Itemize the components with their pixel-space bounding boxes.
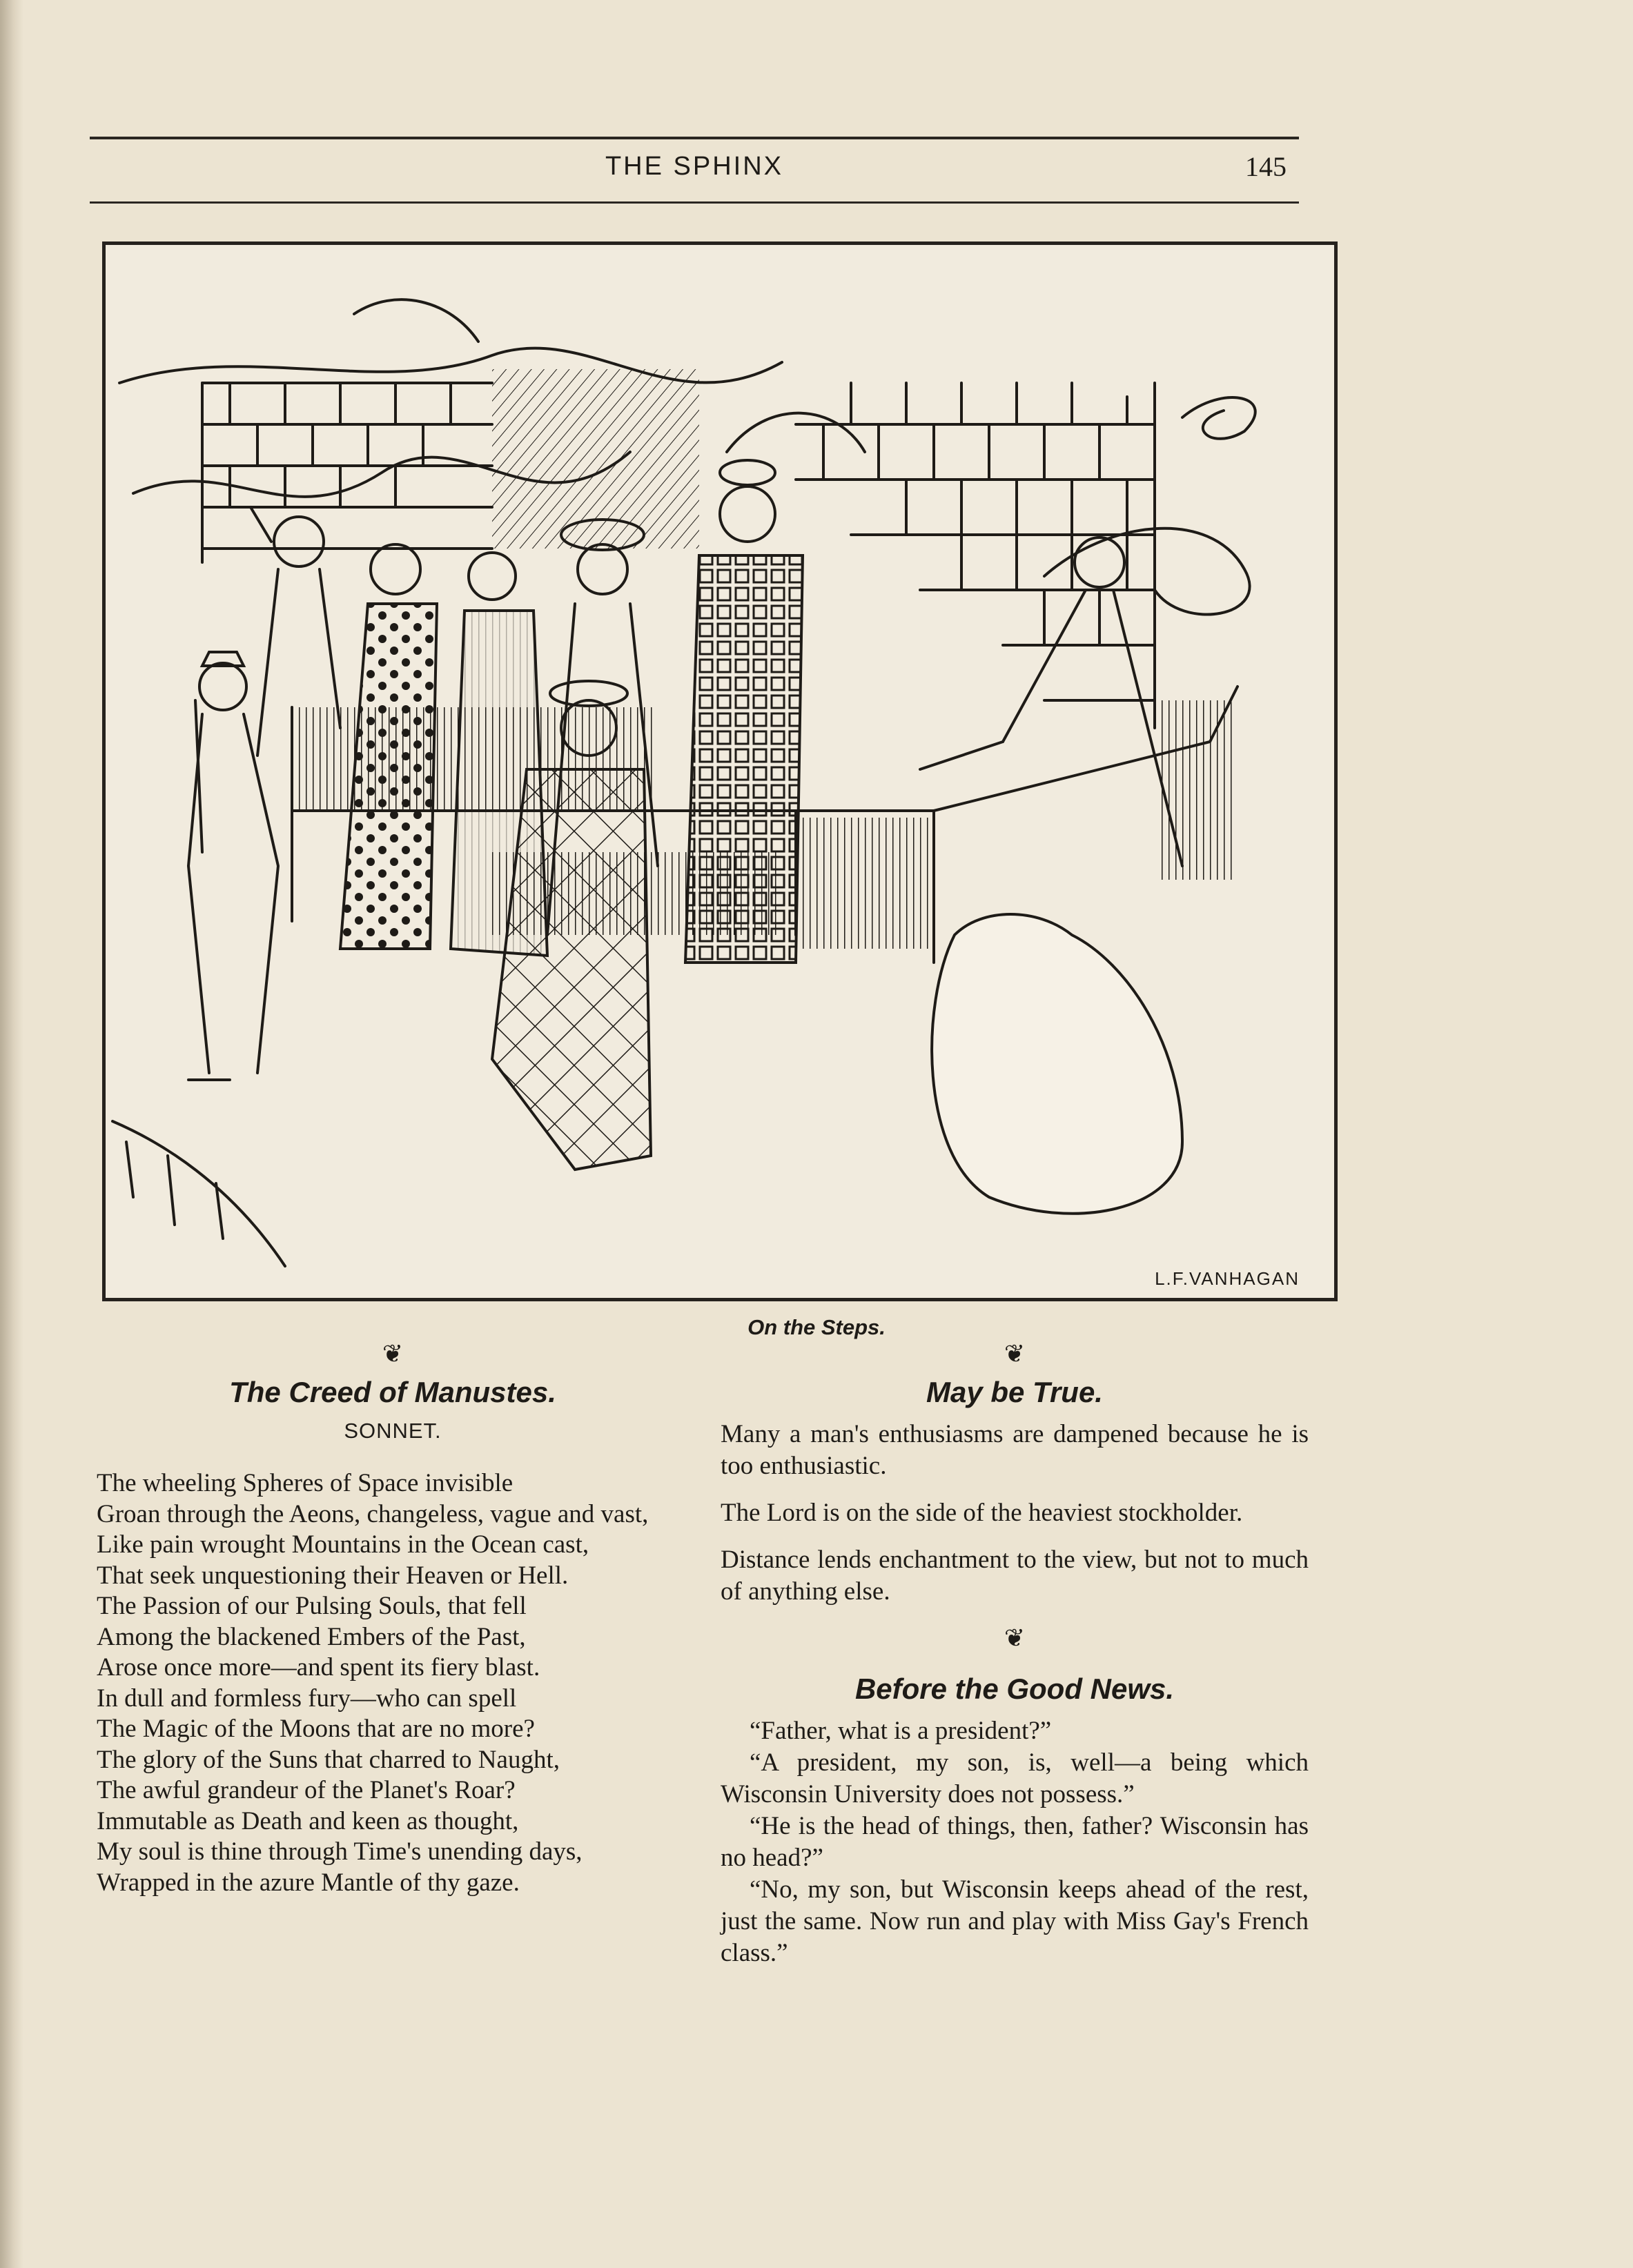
section-title-before-the-good-news: Before the Good News.	[854, 1673, 1175, 1705]
left-column	[97, 1339, 689, 1898]
paragraph: Distance lends enchantment to the view, but not to much of anything else.	[721, 1546, 1309, 1606]
large-sack	[932, 914, 1182, 1214]
poem-line: Immutable as Death and keen as thought,	[97, 1806, 519, 1835]
man-with-cigar	[188, 652, 278, 1080]
illustration-caption: On the Steps.	[747, 1315, 886, 1339]
poem-line: Like pain wrought Mountains in the Ocean cast,	[97, 1530, 589, 1559]
hatched-shadow	[492, 369, 699, 549]
ornament-leaf: ❦	[1004, 1340, 1026, 1368]
poem-line: The Magic of the Moons that are no more?	[97, 1715, 535, 1743]
poem-line: Groan through the Aeons, changeless, vague and vast,	[97, 1499, 649, 1528]
left-brick-wall	[202, 383, 492, 562]
poem-title: The Creed of Manustes.	[229, 1376, 556, 1408]
ornament-leaf: ❦	[382, 1340, 404, 1368]
page-number: 145	[1245, 151, 1287, 182]
poem-line: The wheeling Spheres of Space invisible	[97, 1469, 514, 1497]
dialogue-paragraph: “Father, what is a president?”	[750, 1717, 1052, 1745]
paragraph: The Lord is on the side of the heaviest stockholder.	[721, 1499, 1243, 1527]
dialogue-paragraph: “He is the head of things, then, father? Wisconsin has no head?”	[721, 1812, 1309, 1872]
poem-line: The glory of the Suns that charred to Naught,	[97, 1745, 560, 1774]
journal-title: THE SPHINX	[605, 152, 784, 181]
dialogue-paragraph: “A president, my son, is, well—a being which Wisconsin University does not possess.”	[721, 1748, 1309, 1808]
artist-signature: L.F.VANHAGAN	[1155, 1268, 1300, 1289]
dialogue-paragraph: “No, my son, but Wisconsin keeps ahead of the rest, just the same. Now run and play with Miss Gay's French class.”	[721, 1875, 1309, 1967]
right-column	[721, 1339, 1309, 1969]
poem-line: Arose once more—and spent its fiery blast.	[97, 1653, 540, 1682]
ornament-leaf: ❦	[1004, 1624, 1026, 1652]
sonnet-text	[97, 1468, 689, 1898]
page-spine-shadow	[0, 0, 23, 2268]
paragraph: Many a man's enthusiasms are dampened because he is too enthusiastic.	[721, 1420, 1309, 1480]
poem-line: Among the blackened Embers of the Past,	[97, 1622, 526, 1651]
poem-line: Wrapped in the azure Mantle of thy gaze.	[97, 1868, 520, 1897]
checkered-coat-man	[685, 460, 803, 963]
poem-line: The Passion of our Pulsing Souls, that fell	[97, 1592, 527, 1620]
cartoon-drawing	[106, 245, 1334, 1298]
grass-corner	[113, 1121, 285, 1266]
poem-line: My soul is thine through Time's unending days,	[97, 1837, 583, 1866]
running-header	[90, 137, 1299, 204]
poem-line: The awful grandeur of the Planet's Roar?	[97, 1776, 516, 1804]
illustration-frame	[102, 241, 1338, 1301]
poem-line: In dull and formless fury—who can spell	[97, 1684, 517, 1713]
poem-subtitle: SONNET.	[344, 1419, 442, 1443]
poem-line: That seek unquestioning their Heaven or Hell.	[97, 1561, 569, 1590]
section-title-may-be-true: May be True.	[926, 1376, 1103, 1408]
